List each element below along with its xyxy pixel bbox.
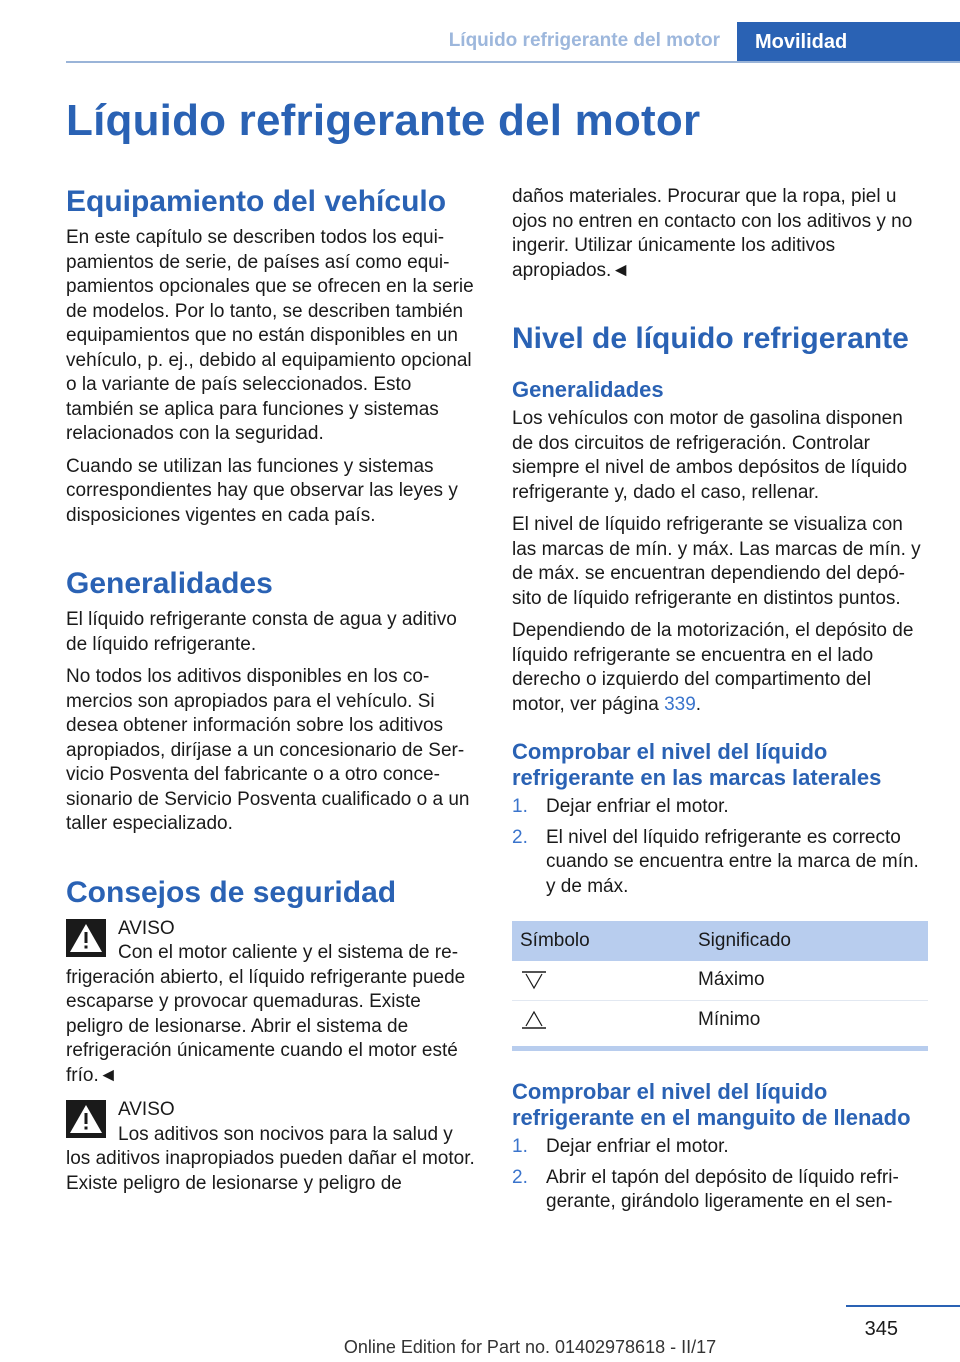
warning-title: AVISO [118,917,175,939]
general-heading: Generalidades [66,567,273,600]
list-item [512,1135,928,1160]
level-paragraph-3: Dependiendo de la motorización, el depósito de líquido refrigerante se encuentra en el lado derecho o izquierdo del compartimento del motor, ver página 339. [512,620,914,715]
table-header-row [512,921,928,961]
min-mark-icon [520,1009,548,1031]
warning-triangle-icon [66,919,106,957]
step-number: 2. [512,826,528,848]
neck-steps-list [512,1135,928,1215]
warning-triangle-icon [66,1100,106,1138]
check-neck-heading: Comprobar el nivel del líquido refrigerante en el manguito de llenado [512,1079,911,1130]
list-item [512,795,928,820]
warning-block-2 [66,1098,478,1196]
general-paragraph-2: No todos los aditivos disponibles en los comercios son apropiados para el vehículo. Si desea obtener información sobre los aditivos apropiados, diríjase a un concesionario de Servicio Posventa del fabricante o a otro concesionario de Servicio Posventa cualificado o a un taller especializado. [66,666,470,834]
page-number: 345 [864,1318,898,1340]
safety-heading: Consejos de seguridad [66,875,397,909]
page-reference-link[interactable]: 339 [664,693,696,715]
column-header-symbol: Símbolo [512,921,690,961]
equipment-heading: Equipamiento del vehículo [66,185,447,218]
list-item [512,1166,928,1215]
max-mark-icon [520,969,548,991]
step-number: 2. [512,1166,528,1188]
symbol-table [512,921,928,1040]
chapter-title: Líquido refrigerante del motor [66,96,701,145]
warning-text: Con el motor caliente y el sistema de refrigeración abierto, el líquido refrigerante puede escaparse y provocar quemaduras. Existe peligro de lesionarse. Abrir el sistema de refrigeración únicamente cuando el motor esté frío.◄ [66,942,466,1086]
page-header [0,0,960,62]
general-paragraph-1: El líquido refrigerante consta de agua y aditivo de líquido refrigerante. [66,609,457,655]
warning-continuation: daños materiales. Procurar que la ropa, piel u ojos no entren en contacto con los aditivos y no ingerir. Utilizar únicamente los aditivos apropiados.◄ [512,186,913,281]
equipment-paragraph-2: Cuando se utilizan las funciones y sistemas correspondientes hay que observar las leyes y disposiciones vigentes en cada país. [66,455,458,526]
step-text: Dejar enfriar el motor. [546,1136,729,1157]
table-row [512,1001,928,1041]
step-text: Dejar enfriar el motor. [546,796,729,817]
warning-block-1 [66,917,478,1089]
table-row [512,961,928,1001]
left-column [66,184,478,1206]
general-subheading: Generalidades [512,377,664,402]
step-text: Abrir el tapón del depósito de líquido refrigerante, girándolo ligeramente en el sen- [546,1166,899,1212]
step-number: 1. [512,1136,528,1157]
footer-rule [846,1305,960,1307]
equipment-paragraph-1: En este capítulo se describen todos los equipamientos de serie, de países así como equipamientos opcionales que se ofrecen en la serie de modelos. Por lo tanto, se describen también equipamientos que no están disponibles en un vehículo, p. ej., debido al equipamiento opcional o la variante de país seleccionados. Esto también se aplica para funciones y sistemas relacionados con la seguridad. [66,227,474,444]
footer-edition: Online Edition for Part no. 01402978618 - II/17 [343,1337,717,1357]
check-lateral-heading: Comprobar el nivel del líquido refrigerante en las marcas laterales [512,739,882,790]
header-chapter-tab: Movilidad [737,22,960,63]
meaning-cell: Máximo [690,961,928,1001]
table-bottom-rule [512,1046,928,1051]
header-rule [66,61,960,63]
meaning-cell: Mínimo [698,1009,761,1031]
warning-title: AVISO [118,1099,175,1120]
level-paragraph-2: El nivel de líquido refrigerante se visualiza con las marcas de mín. y máx. Las marcas de mín. y de máx. se encuentran dependiendo del depósito de líquido refrigerante en distintos puntos. [512,514,921,609]
header-section-title: Líquido refrigerante del motor [448,30,720,51]
warning-text: Los aditivos son nocivos para la salud y los aditivos inapropiados pueden dañar el motor. Existe peligro de lesionarse y peligro de [66,1123,475,1194]
level-paragraph-1: Los vehículos con motor de gasolina disponen de dos circuitos de refrigeración. Controlar siempre el nivel de ambos depósitos de líquido refrigerante y, dado el caso, rellenar. [512,408,908,503]
step-text: El nivel del líquido refrigerante es correcto cuando se encuentra entre la marca de mín. y de máx. [546,826,919,897]
column-header-meaning: Significado [690,921,928,961]
coolant-level-heading: Nivel de líquido refrigerante [512,322,909,355]
list-item [512,826,928,900]
lateral-steps-list [512,795,928,899]
step-number: 1. [512,796,528,817]
right-column [512,185,928,1223]
